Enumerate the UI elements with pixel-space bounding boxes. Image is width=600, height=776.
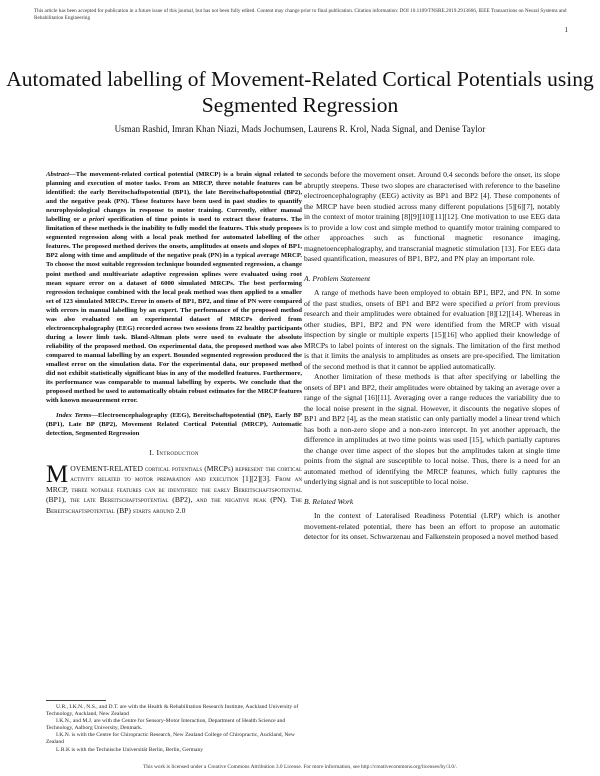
introduction-lead-text: OVEMENT-RELATED cortical potentials (MRCPs) represent the cortical activity related to motor preparation and execution [1][2][3]. From an MRCP, three notable features can be identified: the early Bereitschaftspotential (BP1), the late Bereitschaftspotential (BP2), and the negative peak (PN). The Bereitschaftspotential (BP) starts around 2.0 xyxy=(46,463,302,515)
publication-notice: This article has been accepted for publication in a future issue of this journal, but has not been fully edited. Content may change prior to final publication. Citation information: DOI 10.1109/TNSRE.2019.2913666, IEEE Transactions on Neural Systems and Rehabilitation Engineering xyxy=(34,8,567,21)
footnote-rule xyxy=(46,700,106,701)
abstract-italic-term: a priori xyxy=(82,216,105,224)
abstract-text-part-2: specification of time points is used to extract these features. The limitation of these methods is the inability to fully model the features. This study proposes segmented regression along with a local peak method for automated labelling of the features. The proposed method derives the onsets, amplitudes at onsets and slopes of BP1, BP2 along with time and amplitude of the negative peak (PN) in a typical average MRCP. To choose the most suitable regression technique bounded segmented regression, a change point method and multivariate adaptive regression splines were evaluated using root mean square error on a dataset of 6000 simulated MRCPs. The best performing regression technique combined with the local peak method was then applied to a smaller set of 123 simulated MRCPs. Error in onsets of BP1, BP2, and time of PN were compared with errors in manual labelling by an expert. The performance of the proposed method was also evaluated on an experimental dataset of MRCPs derived from electroencephalography (EEG) recorded across two sessions from 22 healthy participants during a lower limb task. Bland-Altman plots were used to evaluate the absolute reliability of the proposed method. On experimental data, the proposed method was also compared to manual labelling by an expert. Bounded segmented regression produced the smallest error on the simulation data. For the experimental data, our proposed method did not exhibit statistically significant bias in any of the modelled features. Furthermore, its performance was comparable to manual labelling by experts. We conclude that the proposed method be used to automatically obtain robust estimates for the MRCP features with known measurement error. xyxy=(46,216,303,405)
problem-statement-paragraph-1 xyxy=(304,288,560,372)
subsection-heading-related-work: B. Related Work xyxy=(304,496,354,506)
footnote-1: U.R., I.K.N., N.S., and D.T. are with the Health & Rehabilitation Research Institute, Auckland University of Technology, Auckland, New Zealand xyxy=(46,704,299,718)
problem-statement-text-a: A range of methods have been employed to obtain BP1, BP2, and PN. In some of the past studies, onsets of BP1 and BP2 were specified xyxy=(304,288,560,308)
left-column xyxy=(46,170,302,516)
paper-title: Automated labelling of Movement-Related Cortical Potentials using Segmented Regression xyxy=(6,67,594,117)
problem-statement-text-b: from previous research and their amplitudes were obtained for evaluation [8][12][14]. Whereas in other studies, BP1, BP2 and PN were identified from the MRCP with visual inspection by single or multiple experts [15][16] who applied their knowledge of MRCPs to label points of interest on the signals. The limitation of the first method is that it limits the analysis to amplitudes as onsets are pre-specified. The limitation of the second method is that it cannot be applied automatically. xyxy=(304,298,560,371)
right-column xyxy=(304,170,560,543)
drop-cap: M xyxy=(46,460,69,488)
footnote-4: L.R.K is with the Technische Universität Berlin, Berlin, Germany xyxy=(56,746,204,753)
footnote-3: I.K.N. is with the Centre for Chiropractic Research, New Zealand College of Chiropractic, Auckland, New Zealand xyxy=(46,732,295,746)
introduction-continuation: seconds before the movement onset. Around 0.4 seconds before the onset, its slope abruptly steepens. These two slopes are characterised with reference to the baseline electroencephalography (EEG) activity as BP1 and BP2 [4]. These components of the MRCP have been studied across many different populations [5][6][7], notably in the context of motor training [8][9][10][11][12]. One motivation to use EEG data is to provide a low cost and simple method to quantify motor training compared to other approaches such as functional magnetic resonance imaging, magnetoencephalography, and transcranial magnetic stimulation [13]. For EEG data based quantification, measures of BP1, BP2, and PN play an important role. xyxy=(304,170,560,263)
abstract-label: Abstract xyxy=(46,171,70,178)
introduction-paragraph xyxy=(46,460,302,517)
index-terms xyxy=(46,411,302,438)
subsection-heading-problem-statement: A. Problem Statement xyxy=(304,273,371,283)
author-list: Usman Rashid, Imran Khan Niazi, Mads Jochumsen, Laurens R. Krol, Nada Signal, and Denise Taylor xyxy=(114,124,486,134)
abstract-text-part-1: —The movement-related cortical potential (MRCP) is a brain signal related to planning and execution of motor tasks. From an MRCP, three notable features can be identified: the early Bereitschaftspotential (BP1), the late Bereitschaftspotential (BP2), and the negative peak (PN). These features have been used in past studies to quantify neurophysiological changes in response to motor training. Currently, either manual labelling or xyxy=(46,171,302,224)
footnote-2: I.K.N., and M.J. are with the Centre for Sensory-Motor Interaction, Department of Health Science and Technology, Aalborg University, Denmark. xyxy=(46,718,286,732)
abstract xyxy=(46,170,302,405)
section-heading-introduction: I. Introduction xyxy=(149,448,199,458)
affiliation-footnotes xyxy=(46,700,302,754)
license-notice: This work is licensed under a Creative Commons Attribution 3.0 License. For more information, see http://creativecommons.org/licenses/by/3.0/. xyxy=(143,764,457,770)
problem-statement-paragraph-2: Another limitation of these methods is that after specifying or labelling the onsets of BP1 and BP2, their amplitudes were obtained by taking an average over a range of the signal [16][11]. Averaging over a range reduces the variability due to the local noise present in the signal. However, it discounts the negative slopes of BP1 and BP2 [4], as the mean statistic can only partially model a linear trend which has both a non-zero slope and a non-zero intercept. In yet another approach, the difference in amplitudes at two time points was used [15], which partially captures the change over time aspect of the slopes but the amplitudes taken at single time points from the signal are susceptible to local noise. Thus, there is a need for an automated method of identifying the MRCP features, which fully captures the underlying signal and is not susceptible to local noise. xyxy=(304,372,560,486)
index-terms-label: Index Terms xyxy=(56,412,92,420)
related-work-paragraph-1: In the context of Lateralised Readiness Potential (LRP) which is another movement-related potential, there has been an effort to propose an automatic detector for its onset. Schwarzenau and Falkenstein proposed a novel method based xyxy=(304,511,560,541)
problem-statement-italic-term: a priori xyxy=(489,298,514,308)
page-number: 1 xyxy=(564,26,568,34)
index-terms-text: —Electroencephalography (EEG), Bereitschaftspotential (BP), Early BP (BP1), Late BP (BP2), Movement Related Cortical Potential (MRCP), Automatic detection, Segmented Regression xyxy=(46,412,302,438)
